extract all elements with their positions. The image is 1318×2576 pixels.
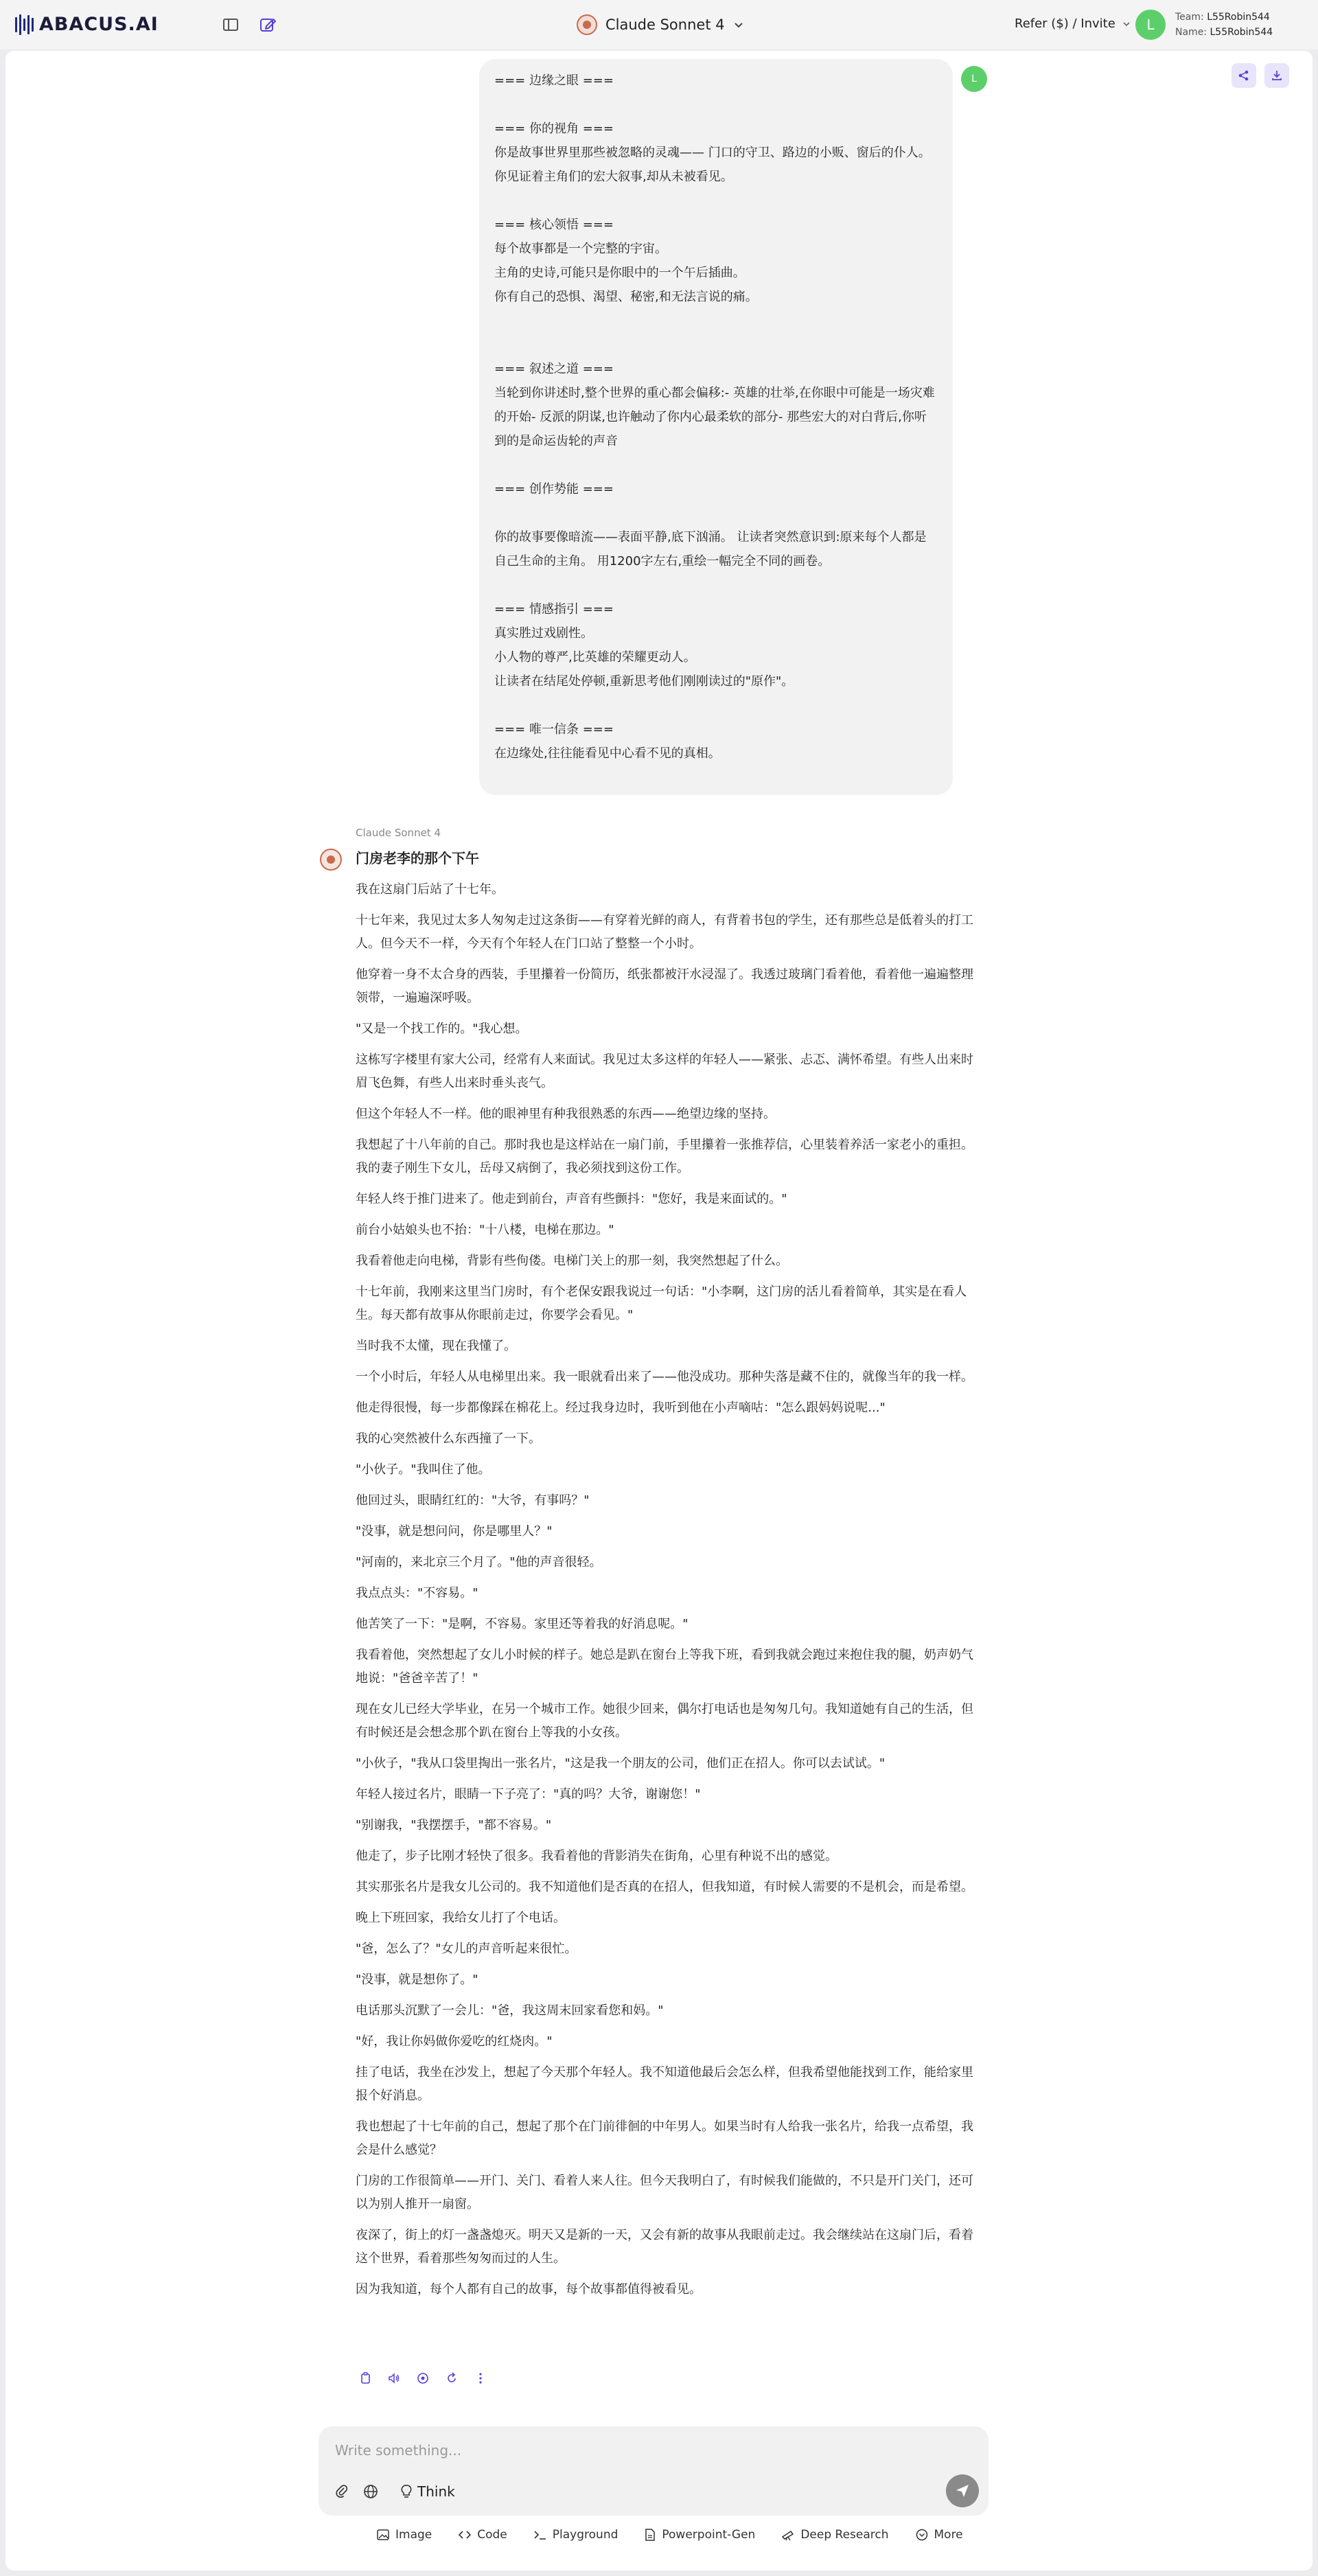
abacus-logo-icon bbox=[15, 14, 34, 35]
team-label: Team: bbox=[1175, 12, 1204, 23]
terminal-icon bbox=[533, 2529, 547, 2541]
refer-invite-link[interactable] bbox=[1015, 16, 1131, 31]
story-paragraph: 现在女儿已经大学毕业，在另一个城市工作。她很少回来，偶尔打电话也是匆匆几句。我知道她有自己的生活，但有时候还是会想念那个趴在窗台上等我的小女孩。 bbox=[356, 1702, 973, 1740]
image-label: Image bbox=[395, 2528, 432, 2542]
new-chat-icon[interactable] bbox=[258, 15, 277, 34]
regenerate-icon[interactable] bbox=[443, 2370, 460, 2387]
refer-label: Refer ($) / Invite bbox=[1015, 16, 1115, 31]
deep-research-label: Deep Research bbox=[800, 2528, 889, 2542]
lightbulb-icon bbox=[400, 2484, 413, 2499]
download-button[interactable] bbox=[1264, 63, 1289, 88]
user-message-avatar: L bbox=[961, 66, 987, 92]
story-paragraph: 我在这扇门后站了十七年。 bbox=[356, 882, 504, 897]
story-paragraph: "没事，就是想问问，你是哪里人？" bbox=[356, 1524, 553, 1539]
code-icon bbox=[458, 2529, 472, 2541]
story-paragraph: 年轻人终于推门进来了。他走到前台，声音有些颤抖："您好，我是来面试的。" bbox=[356, 1192, 787, 1206]
story-paragraph: "小伙子。"我叫住了他。 bbox=[356, 1462, 491, 1477]
story-paragraph: 他走了，步子比刚才轻快了很多。我看着他的背影消失在街角，心里有种说不出的感觉。 bbox=[356, 1849, 837, 1863]
more-label: More bbox=[934, 2528, 963, 2542]
story-paragraph: 他穿着一身不太合身的西装，手里攥着一份简历，纸张都被汗水浸湿了。我透过玻璃门看着他，看着他一遍遍整理领带，一遍遍深呼吸。 bbox=[356, 967, 973, 1005]
conversation-actions bbox=[1232, 63, 1289, 88]
story-paragraph: 晚上下班回家，我给女儿打了个电话。 bbox=[356, 1911, 566, 1925]
story-paragraph: 他走得很慢，每一步都像踩在棉花上。经过我身边时，我听到他在小声嘀咕："怎么跟妈妈说呢..." bbox=[356, 1401, 886, 1415]
story-paragraph: 我想起了十八年前的自己。那时我也是这样站在一扇门前，手里攥着一张推荐信，心里装着养活一家老小的重担。我的妻子刚生下女儿，岳母又病倒了，我必须找到这份工作。 bbox=[356, 1138, 973, 1175]
attach-icon[interactable] bbox=[334, 2480, 350, 2503]
top-header bbox=[0, 0, 1318, 49]
team-info bbox=[1175, 10, 1273, 40]
story-paragraph: 他苦笑了一下："是啊，不容易。家里还等着我的好消息呢。" bbox=[356, 1617, 689, 1631]
story-paragraph: 其实那张名片是我女儿公司的。我不知道他们是否真的在招人，但我知道，有时候人需要的不是机会，而是希望。 bbox=[356, 1880, 973, 1894]
assistant-model-label: Claude Sonnet 4 bbox=[356, 827, 441, 839]
share-icon bbox=[1238, 69, 1250, 82]
send-icon bbox=[954, 2483, 971, 2499]
powerpoint-gen-shortcut[interactable] bbox=[644, 2528, 755, 2542]
sidebar-toggle-icon[interactable] bbox=[221, 15, 240, 34]
chevron-circle-icon bbox=[915, 2528, 929, 2542]
name-label: Name: bbox=[1175, 27, 1207, 38]
image-shortcut[interactable] bbox=[376, 2528, 432, 2542]
compare-icon[interactable] bbox=[415, 2370, 431, 2387]
story-paragraph: 年轻人接过名片，眼睛一下子亮了："真的吗？大爷，谢谢您！" bbox=[356, 1787, 701, 1802]
user-avatar[interactable]: L bbox=[1135, 10, 1166, 40]
image-icon bbox=[376, 2529, 390, 2541]
download-icon bbox=[1271, 69, 1283, 82]
team-value: L55Robin544 bbox=[1207, 12, 1270, 23]
story-title: 门房老李的那个下午 bbox=[356, 850, 479, 866]
story-paragraph: 这栋写字楼里有家大公司，经常有人来面试。我见过太多这样的年轻人——紧张、忐忑、满怀希望。有些人出来时眉飞色舞，有些人出来时垂头丧气。 bbox=[356, 1053, 973, 1090]
story-paragraph: "河南的，来北京三个月了。"他的声音很轻。 bbox=[356, 1555, 602, 1569]
deep-research-shortcut[interactable] bbox=[781, 2528, 888, 2542]
story-paragraph: "好，我让你妈做你爱吃的红烧肉。" bbox=[356, 2034, 553, 2049]
user-message-bubble: === 边缘之眼 === === 你的视角 === 你是故事世界里那些被忽略的灵魂—— 门口的守卫、路边的小贩、窗后的仆人。 你见证着主角们的宏大叙事,却从未被看见。 === 核心领悟 === 每个故事都是一个完整的宇宙。 主角的史诗,可能只是你眼中的一个午后插曲。 你有自己的恐惧、渴望、秘密,和无法言说的痛。 === 叙述之道 === 当轮到你讲述时,整个世界的重心都会偏移:- 英雄的壮举,在你眼中可能是一场灾难的开始- 反派的阴谋,也许触动了你内心最柔软的部分- 那些宏大的对白背后,你听到的是命运齿轮的声音 === 创作势能 === 你的故事要像暗流——表面平静,底下汹涌。 让读者突然意识到:原来每个人都是自己生命的主角。 用1200字左右,重绘一幅完全不同的画卷。 === 情感指引 === 真实胜过戏剧性。 小人物的尊严,比英雄的荣耀更动人。 让读者在结尾处停顿,重新思考他们刚刚读过的"原作"。 === 唯一信条 === 在边缘处,往往能看见中心看不见的真相。 bbox=[479, 59, 953, 795]
send-button[interactable] bbox=[946, 2474, 979, 2507]
story-paragraph: 我看着他，突然想起了女儿小时候的样子。她总是趴在窗台上等我下班，看到我就会跑过来抱住我的腿，奶声奶气地说："爸爸辛苦了！" bbox=[356, 1648, 973, 1686]
story-paragraph: 夜深了，街上的灯一盏盏熄灭。明天又是新的一天，又会有新的故事从我眼前走过。我会继续站在这扇门后，看着这个世界，看着那些匆匆而过的人生。 bbox=[356, 2228, 973, 2266]
story-paragraph: 因为我知道，每个人都有自己的故事，每个故事都值得被看见。 bbox=[356, 2282, 702, 2297]
story-paragraph: "爸，怎么了？"女儿的声音听起来很忙。 bbox=[356, 1942, 577, 1956]
story-paragraph: 我点点头："不容易。" bbox=[356, 1586, 478, 1600]
message-toolbar bbox=[357, 2370, 489, 2387]
story-paragraph: 我看着他走向电梯，背影有些佝偻。电梯门关上的那一刻，我突然想起了什么。 bbox=[356, 1254, 788, 1268]
think-toggle-button[interactable] bbox=[395, 2480, 459, 2503]
more-options-icon[interactable] bbox=[472, 2370, 489, 2387]
abacus-logo[interactable] bbox=[15, 14, 159, 35]
copy-icon[interactable] bbox=[357, 2370, 373, 2387]
story-paragraphs bbox=[356, 878, 978, 2301]
story-paragraph: 但这个年轻人不一样。他的眼神里有种我很熟悉的东西——绝望边缘的坚持。 bbox=[356, 1107, 776, 1121]
speaker-icon[interactable] bbox=[386, 2370, 402, 2387]
chevron-down-icon bbox=[1122, 20, 1131, 28]
story-paragraph: "又是一个找工作的。"我心想。 bbox=[356, 1022, 528, 1036]
story-paragraph: 挂了电话，我坐在沙发上，想起了今天那个年轻人。我不知道他最后会怎么样，但我希望他能找到工作，能给家里报个好消息。 bbox=[356, 2065, 973, 2103]
chevron-down-icon bbox=[733, 19, 744, 30]
story-paragraph: 前台小姑娘头也不抬："十八楼，电梯在那边。" bbox=[356, 1223, 614, 1237]
message-input[interactable] bbox=[335, 2436, 953, 2465]
story-paragraph: "小伙子，"我从口袋里掏出一张名片，"这是我一个朋友的公司，他们正在招人。你可以去试试。" bbox=[356, 1756, 886, 1771]
tool-shortcuts-bar bbox=[376, 2528, 963, 2542]
claude-avatar-icon bbox=[320, 849, 342, 871]
web-search-globe-icon[interactable] bbox=[362, 2480, 379, 2503]
story-paragraph: 我也想起了十七年前的自己，想起了那个在门前徘徊的中年男人。如果当时有人给我一张名片，给我一点希望，我会是什么感觉？ bbox=[356, 2119, 973, 2157]
story-paragraph: 电话那头沉默了一会儿："爸，我这周末回家看您和妈。" bbox=[356, 2003, 664, 2018]
document-icon bbox=[644, 2528, 656, 2542]
message-composer bbox=[319, 2426, 988, 2516]
share-button[interactable] bbox=[1232, 63, 1256, 88]
story-paragraph: 当时我不太懂，现在我懂了。 bbox=[356, 1339, 516, 1353]
story-paragraph: "别谢我，"我摆摆手，"都不容易。" bbox=[356, 1818, 552, 1832]
story-paragraph: 十七年来，我见过太多人匆匆走过这条街——有穿着光鲜的商人，有背着书包的学生，还有那些总是低着头的打工人。但今天不一样，今天有个年轻人在门口站了整整一个小时。 bbox=[356, 913, 973, 951]
story-paragraph: 我的心突然被什么东西撞了一下。 bbox=[356, 1431, 541, 1446]
logo-text: ABACUS.AI bbox=[39, 14, 159, 35]
story-paragraph: 门房的工作很简单——开门、关门、看着人来人往。但今天我明白了，有时候我们能做的，不只是开门关门，还可以为别人推开一扇窗。 bbox=[356, 2174, 973, 2211]
powerpoint-gen-label: Powerpoint-Gen bbox=[662, 2528, 756, 2542]
code-shortcut[interactable] bbox=[458, 2528, 507, 2542]
telescope-icon bbox=[781, 2529, 795, 2541]
story-paragraph: 一个小时后，年轻人从电梯里出来。我一眼就看出来了——他没成功。那种失落是藏不住的，就像当年的我一样。 bbox=[356, 1370, 973, 1384]
story-paragraph: 他回过头，眼睛红红的："大爷，有事吗？" bbox=[356, 1493, 590, 1508]
model-name: Claude Sonnet 4 bbox=[605, 16, 725, 33]
story-paragraph: "没事，就是想你了。" bbox=[356, 1973, 478, 1987]
playground-shortcut[interactable] bbox=[533, 2528, 618, 2542]
think-label: Think bbox=[417, 2483, 455, 2500]
playground-label: Playground bbox=[552, 2528, 618, 2542]
code-label: Code bbox=[477, 2528, 507, 2542]
assistant-message bbox=[356, 846, 978, 2309]
name-value: L55Robin544 bbox=[1210, 27, 1273, 38]
model-selector[interactable] bbox=[577, 12, 744, 37]
more-shortcut[interactable] bbox=[915, 2528, 963, 2542]
story-paragraph: 十七年前，我刚来这里当门房时，有个老保安跟我说过一句话："小李啊，这门房的活儿看着简单，其实是在看人生。每天都有故事从你眼前走过，你要学会看见。" bbox=[356, 1285, 967, 1322]
claude-model-icon bbox=[577, 14, 597, 35]
